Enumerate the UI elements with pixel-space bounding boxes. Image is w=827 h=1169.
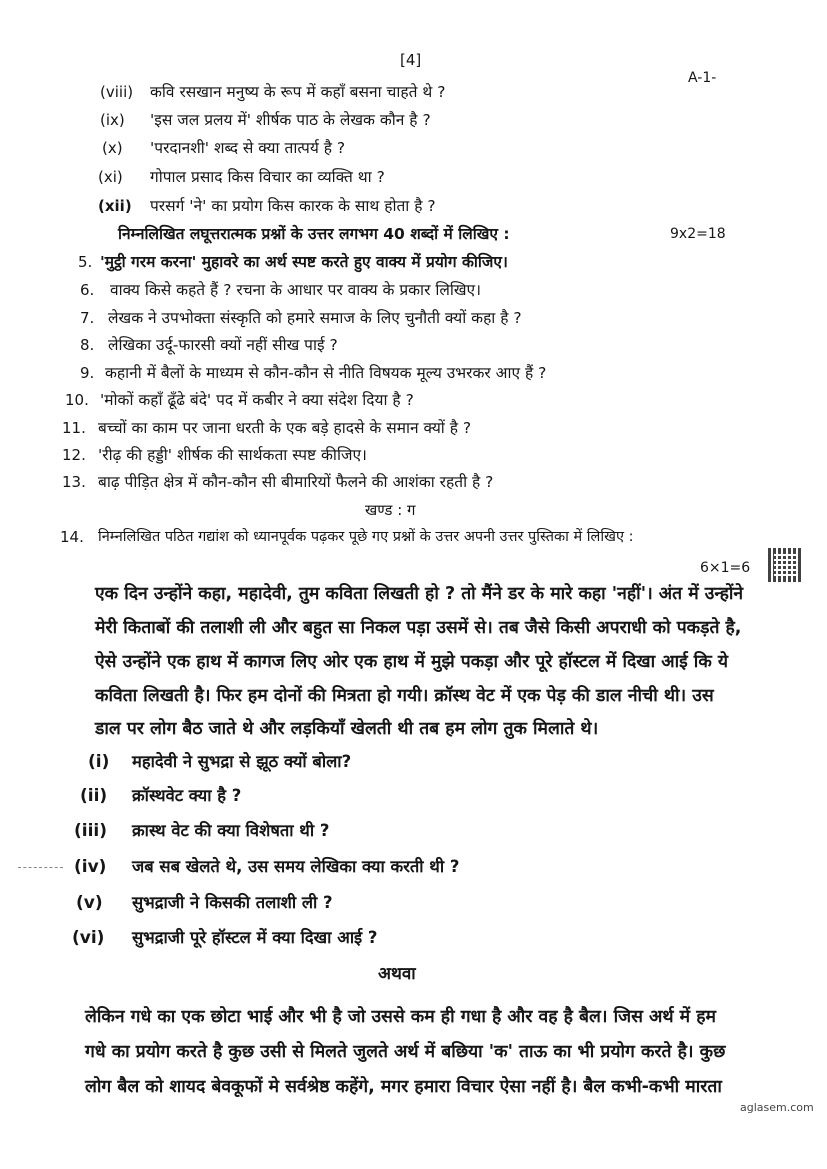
question-number: 6. (80, 281, 95, 299)
question-text: बच्चों का काम पर जाना धरती के एक बड़े हादसे के समान क्यों है ? (98, 419, 472, 437)
section-title: खण्ड : ग (365, 501, 416, 519)
question-text: परसर्ग 'ने' का प्रयोग किस कारक के साथ होता है ? (150, 197, 436, 215)
question-number: 12. (62, 446, 86, 464)
question-number: (ix) (100, 111, 125, 129)
page-number: [4] (400, 51, 422, 69)
paper-code: A-1- (688, 70, 717, 86)
question-text: लेखक ने उपभोक्ता संस्कृति को हमारे समाज के लिए चुनौती क्यों कहा है ? (108, 309, 522, 327)
question-text: कवि रसखान मनुष्य के रूप में कहाँ बसना चाहते थे ? (150, 83, 446, 101)
question-number: (iv) (74, 857, 107, 877)
question-text: बाढ़ पीड़ित क्षेत्र में कौन-कौन सी बीमारियों फैलने की आशंका रहती है ? (98, 473, 494, 491)
question-text: कहानी में बैलों के माध्यम से कौन-कौन से नीति विषयक मूल्य उभरकर आए हैं ? (105, 364, 547, 382)
question-text: गोपाल प्रसाद किस विचार का व्यक्ति था ? (150, 168, 385, 186)
passage-line: ऐसे उन्होंने एक हाथ में कागज लिए ओर एक हाथ में मुझे पकड़ा और पूरे हॉस्टल में दिखा आई कि ये (95, 652, 729, 672)
question-text: सुभद्राजी ने किसकी तलाशी ली ? (132, 893, 333, 912)
question-number: (xii) (98, 197, 132, 215)
passage-line: डाल पर लोग बैठ जाते थे और लड़कियाँ खेलती थी तब हम लोग तुक मिलाते थे। (95, 719, 599, 739)
question-text: क्रॉस्थवेट क्या है ? (132, 786, 242, 805)
watermark: aglasem.com (740, 1101, 814, 1114)
question-number: 8. (80, 336, 95, 354)
question-text: 'मोकों कहाँ ढूँढे बंदे' पद में कबीर ने क्या संदेश दिया है ? (100, 391, 414, 409)
passage-line: मेरी किताबों की तलाशी ली और बहुत सा निकल पड़ा उसमें से। तब जैसे किसी अपराधी को पकड़ते है, (95, 618, 742, 638)
question-text: सुभद्राजी पूरे हॉस्टल में क्या दिखा आई ? (132, 928, 378, 947)
question-text: जब सब खेलते थे, उस समय लेखिका क्या करती थी ? (132, 857, 460, 876)
passage-line: गधे का प्रयोग करते है कुछ उसी से मिलते जुलते अर्थ में बछिया 'क' ताऊ का भी प्रयोग करते है। कुछ (85, 1042, 726, 1062)
passage-line: लोग बैल को शायद बेवकूफों मे सर्वश्रेष्ठ कहेंगे, मगर हमारा विचार ऐसा नहीं है। बैल कभी-कभी मारता (85, 1077, 722, 1097)
question-number: (iii) (74, 821, 108, 841)
question-text: 'मुट्ठी गरम करना' मुहावरे का अर्थ स्पष्ट करते हुए वाक्य में प्रयोग कीजिए। (100, 253, 508, 271)
question-number: 5. (78, 253, 93, 271)
marks: 9x2=18 (670, 226, 726, 242)
question-text: निम्नलिखित पठित गद्यांश को ध्यानपूर्वक पढ़कर पूछे गए प्रश्नों के उत्तर अपनी उत्तर पुस्तिका में लिखिए : (98, 529, 634, 545)
question-text: 'इस जल प्रलय में' शीर्षक पाठ के लेखक कौन है ? (150, 111, 431, 129)
question-number: (i) (88, 752, 110, 772)
question-text: क्रास्थ वेट की क्या विशेषता थी ? (132, 821, 330, 840)
question-number: 9. (80, 364, 95, 382)
qr-code (768, 548, 802, 582)
instruction-text: निम्नलिखित लघूत्तरात्मक प्रश्नों के उत्तर लगभग 40 शब्दों में लिखिए : (118, 225, 510, 243)
question-number: (x) (102, 139, 123, 157)
question-number: 7. (80, 309, 95, 327)
question-text: 'रीढ़ की हड्डी' शीर्षक की सार्थकता स्पष्ट कीजिए। (98, 446, 367, 464)
question-number: 11. (62, 419, 86, 437)
passage-line: कविता लिखती है। फिर हम दोनों की मित्रता हो गयी। क्रॉस्थ वेट में एक पेड़ की डाल नीची थी। उस (95, 686, 714, 706)
scan-mark (18, 867, 63, 868)
passage-line: लेकिन गधे का एक छोटा भाई और भी है जो उससे कम ही गधा है और वह है बैल। जिस अर्थ में हम (85, 1007, 716, 1027)
question-number: (xi) (98, 168, 123, 186)
question-text: वाक्य किसे कहते हैं ? रचना के आधार पर वाक्य के प्रकार लिखिए। (110, 281, 481, 299)
passage-line: एक दिन उन्होंने कहा, महादेवी, तुम कविता लिखती हो ? तो मैंने डर के मारे कहा 'नहीं'। अंत में उन्होंने (95, 584, 744, 604)
question-text: लेखिका उर्दू-फारसी क्यों नहीं सीख पाई ? (108, 336, 338, 354)
question-number: 13. (62, 473, 86, 491)
or-label: अथवा (378, 964, 416, 984)
question-text: महादेवी ने सुभद्रा से झूठ क्यों बोला? (132, 752, 352, 771)
question-text: 'परदानशी' शब्द से क्या तात्पर्य है ? (150, 139, 346, 157)
question-number: 14. (60, 528, 84, 546)
question-number: (viii) (100, 83, 134, 101)
question-number: (ii) (80, 786, 108, 806)
question-14-marks: 6×1=6 (700, 560, 751, 576)
question-number: (vi) (72, 928, 105, 948)
question-number: 10. (65, 391, 89, 409)
question-number: (v) (76, 893, 103, 913)
